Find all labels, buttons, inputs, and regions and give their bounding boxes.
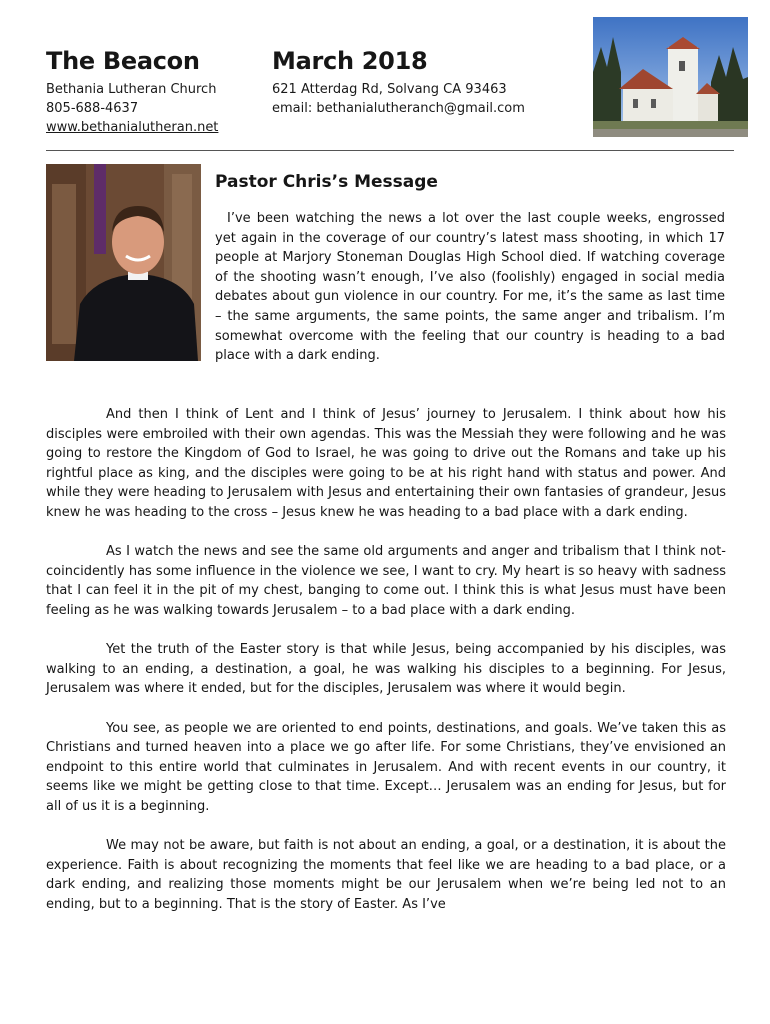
pastor-photo xyxy=(46,164,201,361)
article-paragraph: As I watch the news and see the same old arguments and anger and tribalism that I think not-coincidently has some influence in the violence we see, I want to cry. My heart is so heavy with sadness that I can feel it in the pit of my chest, banging to come out. I think this is what Jesus must have been feeling as he was walking towards Jerusalem – to a bad place with a dark ending. xyxy=(46,544,726,618)
church-email: email: bethanialutheranch@gmail.com xyxy=(272,101,525,116)
article-body xyxy=(46,405,726,934)
article-title: Pastor Chris’s Message xyxy=(215,172,438,192)
article-intro: I’ve been watching the news a lot over the last couple weeks, engrossed yet again in the coverage of our country’s latest mass shooting, in which 17 people at Marjory Stoneman Douglas High School died. If watching coverage of the shooting wasn’t enough, I’ve also (foolishly) engaged in social media debates about gun violence in our country. For me, it’s the same as last time – the same arguments, the same points, the same anger and tribalism. I’m somewhat overcome with the feeling that our country is heading to a bad place with a dark ending. xyxy=(215,211,725,364)
issue-date: March 2018 xyxy=(272,47,428,75)
website-line xyxy=(46,118,266,137)
article-paragraph: Yet the truth of the Easter story is that while Jesus, being accompanied by his disciples, was walking to an ending, a destination, a goal, he was walking his disciples to a beginning. For Jesus, Jerusalem was where it ended, but for the disciples, Jerusalem was where it would begin. xyxy=(46,642,726,697)
church-photo xyxy=(593,17,748,137)
church-phone: 805-688-4637 xyxy=(46,101,139,116)
article-paragraph: And then I think of Lent and I think of Jesus’ journey to Jerusalem. I think about how his disciples were embroiled with their own agendas. This was the Messiah they were following and he was going to restore the Kingdom of God to Israel, he was going to drive out the Romans and take up his rightful place as king, and the disciples were going to be at his right hand with status and power. And while they were heading to Jerusalem with Jesus and entertaining their own fantasies of grandeur, Jesus knew he was heading to the cross – Jesus knew he was heading to a bad place with a dark ending. xyxy=(46,407,726,520)
church-address: 621 Atterdag Rd, Solvang CA 93463 xyxy=(272,82,507,97)
church-name: Bethania Lutheran Church xyxy=(46,82,217,97)
masthead-left xyxy=(46,46,266,137)
website-link[interactable]: www.bethanialutheran.net xyxy=(46,120,219,135)
article-paragraph: You see, as people we are oriented to end points, destinations, and goals. We’ve taken this as Christians and turned heaven into a place we go after life. For some Christians, they’ve envisioned an endpoint to this entire world that culminates in Jerusalem. And with recent events in our country, it seems like we might be getting close to that time. Except… Jerusalem was an ending for Jesus, but for all of us it is a beginning. xyxy=(46,720,726,814)
header-divider xyxy=(46,150,734,151)
masthead-issue xyxy=(272,46,582,118)
newsletter-name: The Beacon xyxy=(46,47,200,75)
article-paragraph: We may not be aware, but faith is not about an ending, a goal, or a destination, it is about the experience. Faith is about recognizing the moments that feel like we are heading to a bad place, or a dark ending, and realizing those moments might be our Jerusalem when we’re being led not to an ending, but to a beginning. That is the story of Easter. As I’ve xyxy=(46,838,726,912)
